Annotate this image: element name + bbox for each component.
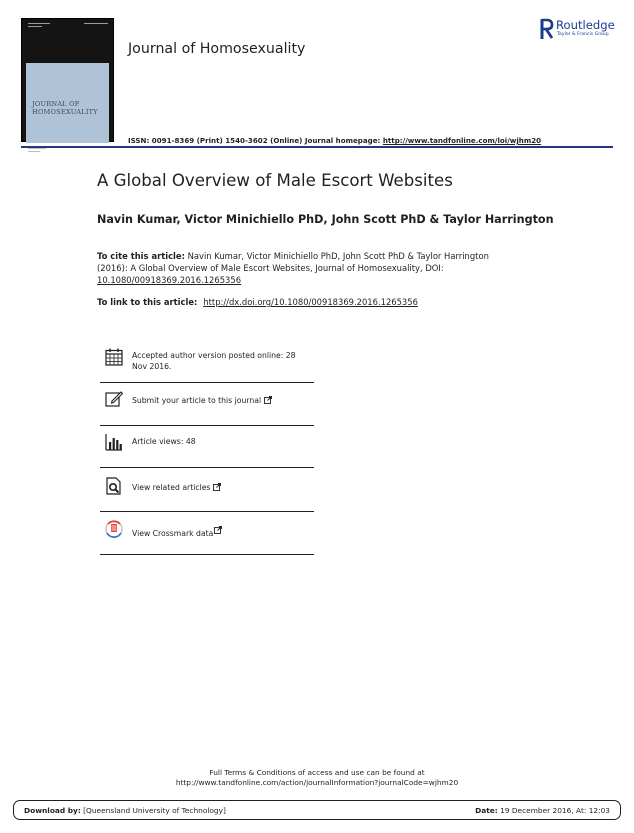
submit-label: Submit your article to this journal: [132, 396, 262, 405]
terms-notice: [0, 768, 634, 789]
accepted-line2: Nov 2016.: [132, 361, 172, 371]
article-views-row: [100, 426, 314, 468]
date-value: 19 December 2016, At: 12:03: [497, 806, 610, 815]
crossmark-row[interactable]: [100, 512, 314, 555]
terms-line1: Full Terms & Conditions of access and use can be found at: [209, 768, 425, 777]
related-link[interactable]: [132, 483, 221, 494]
terms-url-link[interactable]: http://www.tandfonline.com/action/journalInformation?journalCode=wjhm20: [175, 778, 459, 788]
edit-icon: [105, 390, 123, 408]
date-label: Date:: [475, 806, 498, 815]
cover-publisher-mark: [28, 147, 48, 154]
journal-homepage-link[interactable]: http://www.tandfonline.com/loi/wjhm20: [382, 136, 542, 145]
issn-line: [128, 136, 541, 145]
cover-top-strip: [28, 23, 108, 31]
issn-text: ISSN: 0091-8369 (Print) 1540-3602 (Online) Journal homepage:: [128, 136, 383, 145]
routledge-logo[interactable]: [540, 18, 620, 42]
submit-link[interactable]: [132, 396, 272, 407]
article-doi-link[interactable]: http://dx.doi.org/10.1080/00918369.2016.1265356: [203, 297, 418, 307]
calendar-icon: [105, 348, 123, 366]
views-count: Article views: 48: [132, 437, 196, 446]
download-value: [Queensland University of Technology]: [80, 806, 226, 815]
crossmark-label: View Crossmark data: [132, 529, 214, 538]
download-label: Download by:: [24, 806, 81, 815]
cite-line1: Navin Kumar, Victor Minichiello PhD, John Scott PhD & Taylor Harrington: [184, 251, 489, 261]
external-link-icon: [264, 396, 272, 404]
cite-doi-link[interactable]: 10.1080/00918369.2016.1265356: [97, 274, 242, 285]
article-link-line: [97, 297, 418, 307]
publisher-name: Routledge: [556, 18, 615, 32]
document-search-icon: [105, 477, 123, 495]
link-label: To link to this article:: [97, 297, 201, 307]
cover-title: [32, 100, 104, 116]
download-info: [24, 806, 226, 815]
related-label: View related articles: [132, 483, 211, 492]
citation-block: [97, 251, 537, 286]
cover-title-line2: HOMOSEXUALITY: [32, 108, 98, 116]
publisher-tagline: Taylor & Francis Group: [557, 32, 609, 37]
accepted-line1: Accepted author version posted online: 28: [132, 351, 296, 360]
header-rule: [21, 146, 613, 148]
external-link-icon: [214, 526, 222, 534]
cite-line2: (2016): A Global Overview of Male Escort Websites, Journal of Homosexuality, DOI:: [97, 262, 444, 273]
routledge-r-icon: [540, 18, 554, 40]
accepted-text: [132, 351, 296, 372]
journal-cover: [21, 18, 114, 142]
cover-title-line1: JOURNAL OF: [32, 100, 80, 108]
related-articles-row[interactable]: [100, 468, 314, 512]
download-info-box: [13, 800, 621, 820]
date-info: [475, 806, 610, 815]
article-title: A Global Overview of Male Escort Websites: [97, 171, 453, 190]
article-authors: Navin Kumar, Victor Minichiello PhD, John Scott PhD & Taylor Harrington: [97, 213, 554, 226]
external-link-icon: [213, 483, 221, 491]
accepted-version-row: [100, 345, 314, 383]
crossmark-icon: [105, 520, 123, 538]
cite-label: To cite this article:: [97, 251, 185, 261]
submit-article-row[interactable]: [100, 383, 314, 426]
crossmark-link[interactable]: [132, 526, 222, 540]
journal-name: Journal of Homosexuality: [128, 41, 306, 57]
bar-chart-icon: [105, 433, 123, 451]
